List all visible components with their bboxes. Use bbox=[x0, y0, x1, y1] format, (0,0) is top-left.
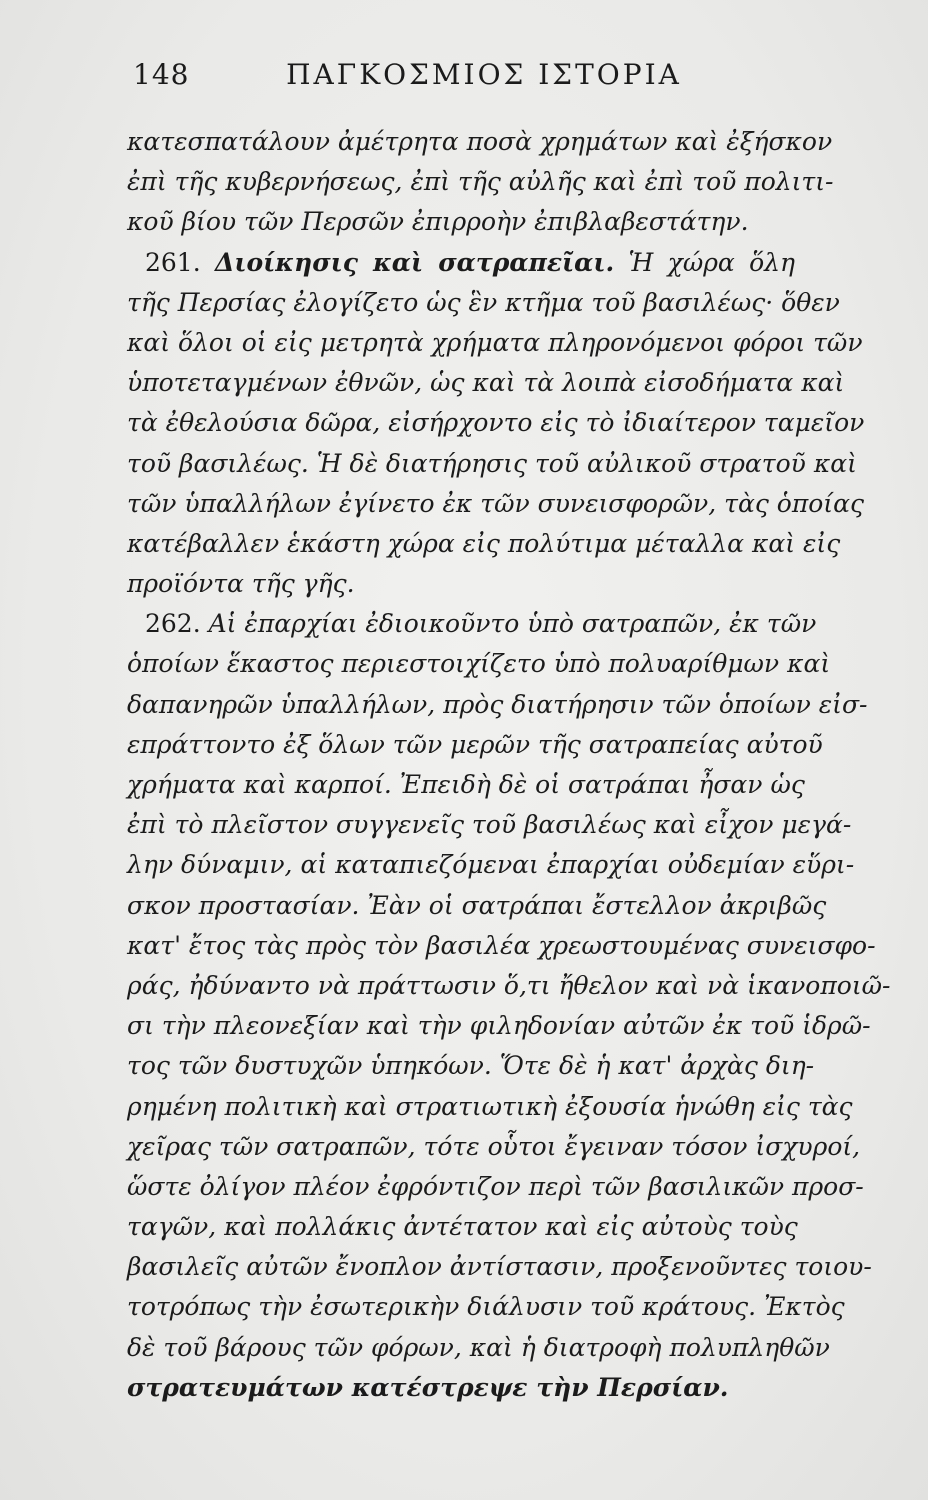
text-line: βασιλεῖς αὐτῶν ἔνοπλον ἀντίστασιν, προξενοῦντες τοιου- bbox=[127, 1252, 872, 1282]
text-line: τὰ ἐθελούσια δῶρα, εἰσήρχοντο εἰς τὸ ἰδιαίτερον ταμεῖον bbox=[127, 408, 865, 438]
text-fragment: Ἡ χώρα ὅλη bbox=[628, 247, 796, 277]
text-line: χρήματα καὶ καρποί. Ἐπειδὴ δὲ οἱ σατράπαι ἦσαν ὡς bbox=[127, 770, 805, 799]
text-line: κοῦ βίου τῶν Περσῶν ἐπιρροὴν ἐπιβλαβεστάτην. bbox=[127, 207, 749, 237]
text-line: ταγῶν, καὶ πολλάκις ἀντέτατον καὶ εἰς αὐτοὺς τοὺς bbox=[127, 1212, 798, 1242]
text-line: καὶ ὅλοι οἱ εἰς μετρητὰ χρήματα πληρονόμενοι φόροι τῶν bbox=[127, 327, 863, 357]
text-line: σκον προστασίαν. Ἐὰν οἱ σατράπαι ἔστελλον ἀκριβῶς bbox=[127, 890, 827, 920]
text-line: επράττοντο ἐξ ὅλων τῶν μερῶν τῆς σατραπείας αὐτοῦ bbox=[127, 729, 823, 759]
text-line: ἐπὶ τὸ πλεῖστον συγγενεῖς τοῦ βασιλέως καὶ εἶχον μεγά- bbox=[127, 810, 852, 840]
text-line: χεῖρας τῶν σατραπῶν, τότε οὗτοι ἔγειναν τόσον ἰσχυροί, bbox=[127, 1131, 861, 1161]
text-fragment: Αἱ ἐπαρχίαι ἐδιοικοῦντο ὑπὸ σατραπῶν, ἐκ τῶν bbox=[208, 609, 817, 639]
section-number: 261. bbox=[145, 247, 201, 277]
text-line: κατ' ἔτος τὰς πρὸς τὸν βασιλέα χρεωστουμένας συνεισφο- bbox=[127, 930, 876, 960]
text-line: κατέβαλλεν ἑκάστη χώρα εἰς πολύτιμα μέταλλα καὶ εἰς bbox=[127, 528, 841, 558]
text-line: ὁποίων ἕκαστος περιεστοιχίζετο ὑπὸ πολυαρίθμων καὶ bbox=[127, 649, 831, 679]
text-line: τῆς Περσίας ἐλογίζετο ὡς ἓν κτῆμα τοῦ βασιλέως· ὅθεν bbox=[127, 287, 840, 317]
text-line: τῶν ὑπαλλήλων ἐγίνετο ἐκ τῶν συνεισφορῶν, τὰς ὁποίας bbox=[127, 488, 864, 518]
page-number: 148 bbox=[133, 58, 190, 91]
text-line: τος τῶν δυστυχῶν ὑπηκόων. Ὅτε δὲ ἡ κατ' ἀρχὰς διη- bbox=[127, 1051, 815, 1081]
section-heading: Διοίκησις καὶ σατραπεῖαι. bbox=[215, 247, 615, 277]
text-line: τοτρόπως τὴν ἐσωτερικὴν διάλυσιν τοῦ κράτους. Ἐκτὸς bbox=[127, 1292, 845, 1322]
text-line: ἐπὶ τῆς κυβερνήσεως, ἐπὶ τῆς αὐλῆς καὶ ἐπὶ τοῦ πολιτι- bbox=[127, 167, 834, 197]
text-line: ρημένη πολιτικὴ καὶ στρατιωτικὴ ἐξουσία ἡνώθη εἰς τὰς bbox=[127, 1091, 853, 1121]
section-262-first-line bbox=[127, 604, 817, 644]
section-number: 262. bbox=[145, 609, 201, 639]
section-261-first-line bbox=[127, 243, 795, 283]
body-text bbox=[127, 122, 891, 1408]
text-line: κατεσπατάλουν ἀμέτρητα ποσὰ χρημάτων καὶ ἐξήσκον bbox=[127, 127, 833, 156]
running-head: ΠΑΓΚΟΣΜΙΟΣ ΙΣΤΟΡΙΑ bbox=[286, 58, 682, 91]
text-line: δὲ τοῦ βάρους τῶν φόρων, καὶ ἡ διατροφὴ πολυπληθῶν bbox=[127, 1332, 830, 1362]
text-line: τοῦ βασιλέως. Ἡ δὲ διατήρησις τοῦ αὐλικοῦ στρατοῦ καὶ bbox=[127, 448, 857, 478]
text-line: σι τὴν πλεονεξίαν καὶ τὴν φιληδονίαν αὐτῶν ἐκ τοῦ ἱδρῶ- bbox=[127, 1011, 871, 1041]
text-line: ὑποτεταγμένων ἐθνῶν, ὡς καὶ τὰ λοιπὰ εἰσοδήματα καὶ bbox=[127, 368, 845, 398]
text-line: λην δύναμιν, αἱ καταπιεζόμεναι ἐπαρχίαι οὐδεμίαν εὕρι- bbox=[127, 850, 855, 880]
page-header bbox=[133, 58, 795, 98]
text-line: ὥστε ὀλίγον πλέον ἐφρόντιζον περὶ τῶν βασιλικῶν προσ- bbox=[127, 1171, 864, 1201]
text-line: στρατευμάτων κατέστρεψε τὴν Περσίαν. bbox=[127, 1372, 729, 1402]
text-line: ράς, ἠδύναντο νὰ πράττωσιν ὅ,τι ἤθελον καὶ νὰ ἱκανοποιῶ- bbox=[127, 970, 891, 1000]
text-line: προϊόντα τῆς γῆς. bbox=[127, 569, 355, 599]
text-line: δαπανηρῶν ὑπαλλήλων, πρὸς διατήρησιν τῶν ὁποίων εἰσ- bbox=[127, 689, 868, 719]
